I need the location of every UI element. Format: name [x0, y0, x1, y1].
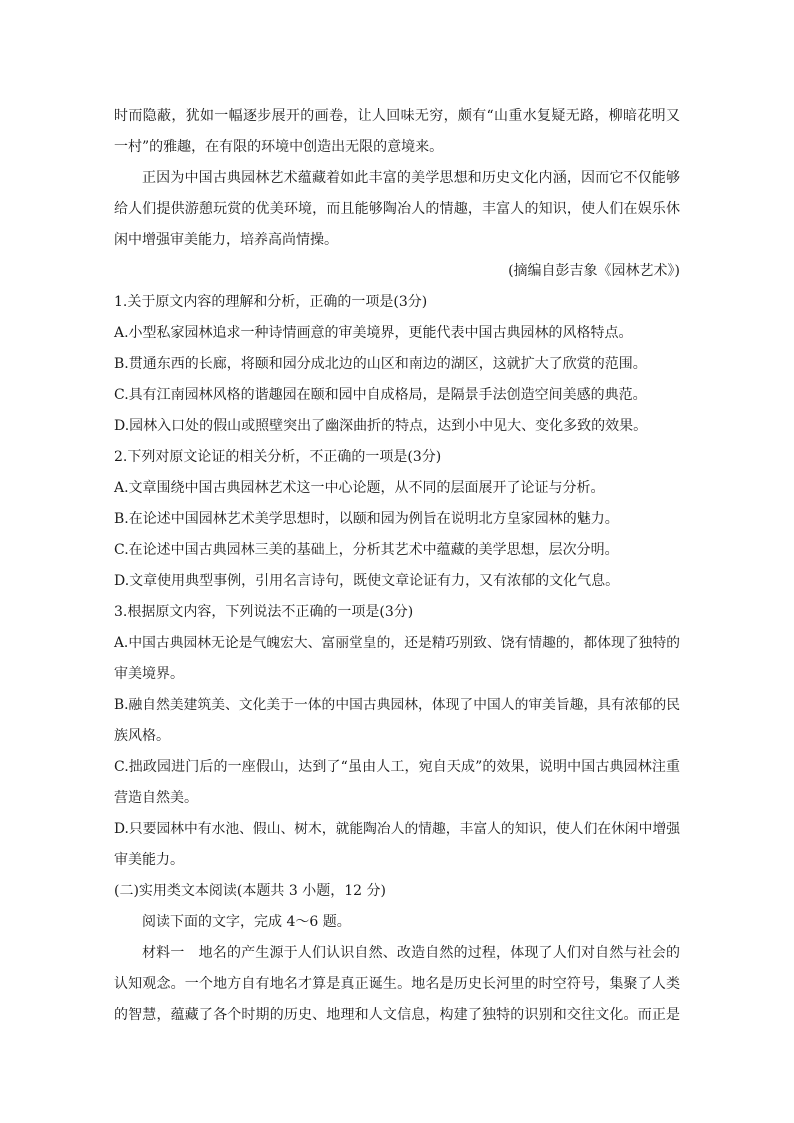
question-2-option-d: D.文章使用典型事例，引用名言诗句，既使文章论证有力，又有浓郁的文化气息。 [114, 573, 620, 589]
section-instruction: 阅读下面的文字，完成 4～6 题。 [142, 914, 351, 930]
question-1-option-b: B.贯通东西的长廊，将颐和园分成北边的山区和南边的湖区，这就扩大了欣赏的范围。 [114, 356, 647, 372]
question-3-stem: 3.根据原文内容，下列说法不正确的一项是(3分) [114, 604, 414, 620]
question-1-option-c: C.具有江南园林风格的谐趣园在颐和园中自成格局，是隔景手法创造空间美感的典范。 [114, 387, 647, 403]
question-3-option-a-cont: 审美境界。 [114, 666, 184, 682]
question-3-option-d: D.只要园林中有水池、假山、树木，就能陶冶人的情趣，丰富人的知识，使人们在休闲中增强 [114, 821, 680, 837]
material-line: 的智慧，蕴藏了各个时期的历史、地理和人文信息，构建了独特的识别和交往文化。而正是 [114, 1007, 680, 1023]
material-line: 认知观念。一个地方自有地名才算是真正诞生。地名是历史长河里的时空符号，集聚了人类 [114, 976, 680, 992]
question-2-option-a: A.文章围绕中国古典园林艺术这一中心论题，从不同的层面展开了论证与分析。 [114, 480, 605, 496]
question-1-stem: 1.关于原文内容的理解和分析，正确的一项是(3分) [114, 294, 428, 310]
question-2-option-b: B.在论述中国园林艺术美学思想时，以颐和园为例旨在说明北方皇家园林的魅力。 [114, 511, 619, 527]
passage-line: 闲中增强审美能力，培养高尚情操。 [114, 232, 338, 248]
question-3-option-d-cont: 审美能力。 [114, 852, 184, 868]
question-3-option-b-cont: 族风格。 [114, 728, 170, 744]
passage-line: 时而隐蔽，犹如一幅逐步展开的画卷，让人回味无穷，颇有“山重水复疑无路，柳暗花明又 [114, 108, 680, 124]
question-3-option-c: C.拙政园进门后的一座假山，达到了“虽由人工，宛自天成”的效果，说明中国古典园林注重 [114, 759, 680, 775]
passage-paragraph-start: 正因为中国古典园林艺术蕴藏着如此丰富的美学思想和历史文化内涵，因而它不仅能够 [142, 170, 680, 186]
question-2-option-c: C.在论述中国古典园林三美的基础上，分析其艺术中蕴藏的美学思想，层次分明。 [114, 542, 619, 558]
passage-line: 给人们提供游憩玩赏的优美环境，而且能够陶冶人的情趣，丰富人的知识，使人们在娱乐休 [114, 201, 680, 217]
section-heading: (二)实用类文本阅读(本题共 3 小题，12 分) [114, 883, 386, 899]
source-citation: (摘编自彭吉象《园林艺术》) [508, 263, 680, 279]
material-line: 材料一 地名的产生源于人们认识自然、改造自然的过程，体现了人们对自然与社会的 [142, 945, 680, 961]
question-1-option-d: D.园林入口处的假山或照壁突出了幽深曲折的特点，达到小中见大、变化多致的效果。 [114, 418, 648, 434]
question-3-option-a: A.中国古典园林无论是气魄宏大、富丽堂皇的，还是精巧别致、饶有情趣的，都体现了独特的 [114, 635, 680, 651]
question-3-option-c-cont: 营造自然美。 [114, 790, 198, 806]
question-1-option-a: A.小型私家园林追求一种诗情画意的审美境界，更能代表中国古典园林的风格特点。 [114, 325, 633, 341]
question-3-option-b: B.融自然美建筑美、文化美于一体的中国古典园林，体现了中国人的审美旨趣，具有浓郁的民 [114, 697, 680, 713]
passage-line: 一村”的雅趣，在有限的环境中创造出无限的意境来。 [114, 139, 444, 155]
question-2-stem: 2.下列对原文论证的相关分析，不正确的一项是(3分) [114, 449, 442, 465]
